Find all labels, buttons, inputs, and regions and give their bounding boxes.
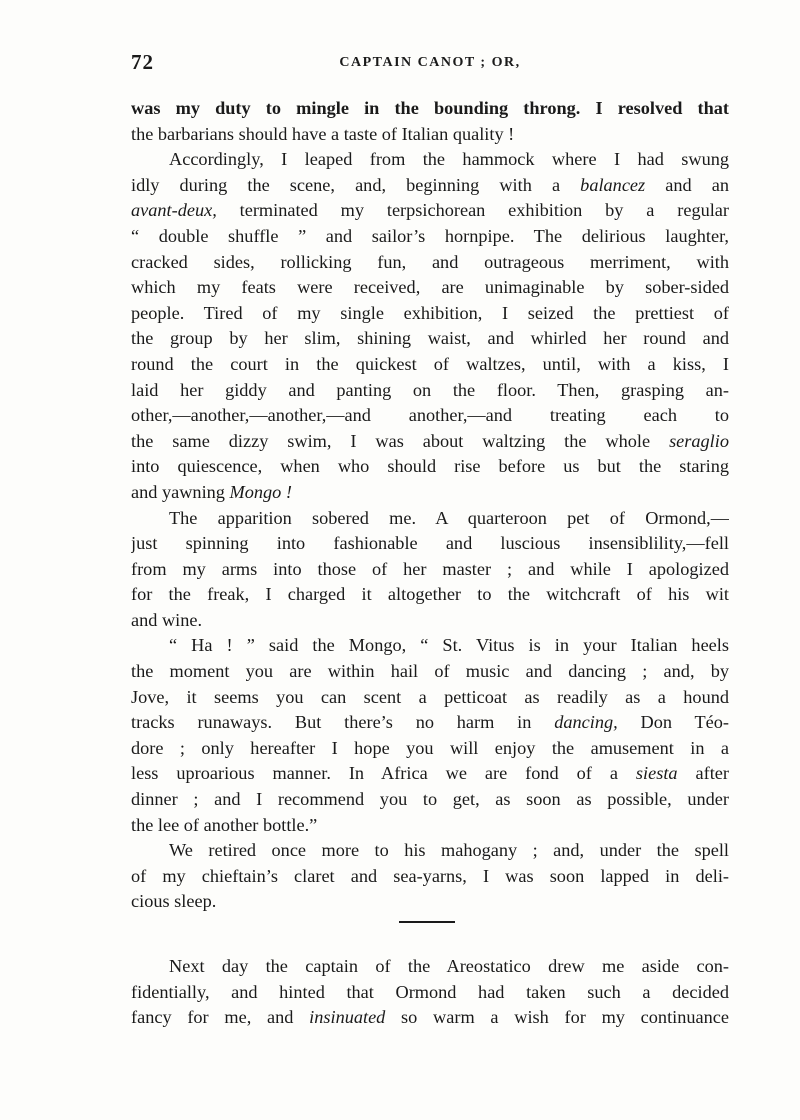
running-head: CAPTAIN CANOT ; OR, <box>339 55 521 70</box>
text-line: round the court in the quickest of waltzes, until, with a kiss, I <box>131 353 729 374</box>
second-text-block <box>131 954 729 1031</box>
text-line: Accordingly, I leaped from the hammock where I had swung <box>169 149 729 170</box>
text-line: laid her giddy and panting on the floor. Then, grasping an- <box>131 379 729 400</box>
italic-word: seraglio <box>669 430 729 451</box>
text-line: dore ; only hereafter I hope you will enjoy the amusement in a <box>131 737 729 758</box>
text-line: from my arms into those of her master ; and while I apologized <box>131 558 729 579</box>
page-header <box>131 50 729 80</box>
text-line: the group by her slim, shining waist, and whirled her round and <box>131 328 729 349</box>
text-line: tracks runaways. But there’s no harm in dancing, Don Téo- <box>131 712 729 733</box>
text-line: idly during the scene, and, beginning with a balancez and an <box>131 174 729 195</box>
text-line: for the freak, I charged it altogether to the witchcraft of his wit <box>131 584 729 605</box>
text-line: “ Ha ! ” said the Mongo, “ St. Vitus is in your Italian heels <box>169 635 729 656</box>
italic-word: insinuated <box>309 1007 386 1028</box>
text-line: other,—another,—another,—and another,—and treating each to <box>131 405 729 426</box>
text-line: fidentially, and hinted that Ormond had taken such a decided <box>131 981 729 1002</box>
text-line: avant-deux, terminated my terpsichorean exhibition by a regular <box>131 200 729 221</box>
italic-word: siesta <box>635 763 678 784</box>
text-line: and yawning Mongo ! <box>131 481 292 502</box>
text-line: Jove, it seems you can scent a petticoat as readily as a hound <box>131 686 729 707</box>
text-line: and wine. <box>131 609 203 630</box>
text-line: cracked sides, rollicking fun, and outrageous merriment, with <box>131 251 729 272</box>
text-line: dinner ; and I recommend you to get, as soon as possible, under <box>131 789 729 810</box>
text-line: was my duty to mingle in the bounding throng. I resolved that <box>131 98 729 118</box>
italic-word: dancing, <box>554 712 618 733</box>
text-line: just spinning into fashionable and luscious insensiblility,—fell <box>131 533 729 554</box>
text-line: the barbarians should have a taste of Italian quality ! <box>131 123 515 144</box>
text-line: which my feats were received, are unimaginable by sober-sided <box>131 277 729 298</box>
text-line: The apparition sobered me. A quarteroon pet of Ormond,— <box>169 507 729 528</box>
text-line: fancy for me, and insinuated so warm a wish for my continuance <box>131 1007 729 1028</box>
text-line: We retired once more to his mahogany ; and, under the spell <box>169 840 729 861</box>
main-text-block <box>131 96 729 915</box>
text-line: the same dizzy swim, I was about waltzing the whole seraglio <box>131 430 729 451</box>
text-line: into quiescence, when who should rise before us but the staring <box>131 456 729 477</box>
text-line: less uproarious manner. In Africa we are fond of a siesta after <box>131 763 729 784</box>
italic-word: avant-deux, <box>131 200 217 221</box>
text-line: people. Tired of my single exhibition, I seized the prettiest of <box>131 302 729 323</box>
section-divider <box>399 921 455 923</box>
text-line: of my chieftain’s claret and sea-yarns, I was soon lapped in deli- <box>131 865 729 886</box>
page-number: 72 <box>131 50 154 74</box>
italic-word: balancez <box>580 174 646 195</box>
text-line: the lee of another bottle.” <box>131 814 318 835</box>
italic-word: Mongo ! <box>229 481 292 502</box>
text-line: “ double shuffle ” and sailor’s hornpipe. The delirious laughter, <box>131 225 729 246</box>
text-line: cious sleep. <box>131 891 217 912</box>
text-line: the moment you are within hail of music and dancing ; and, by <box>131 661 729 682</box>
text-line: Next day the captain of the Areostatico drew me aside con- <box>169 956 729 976</box>
